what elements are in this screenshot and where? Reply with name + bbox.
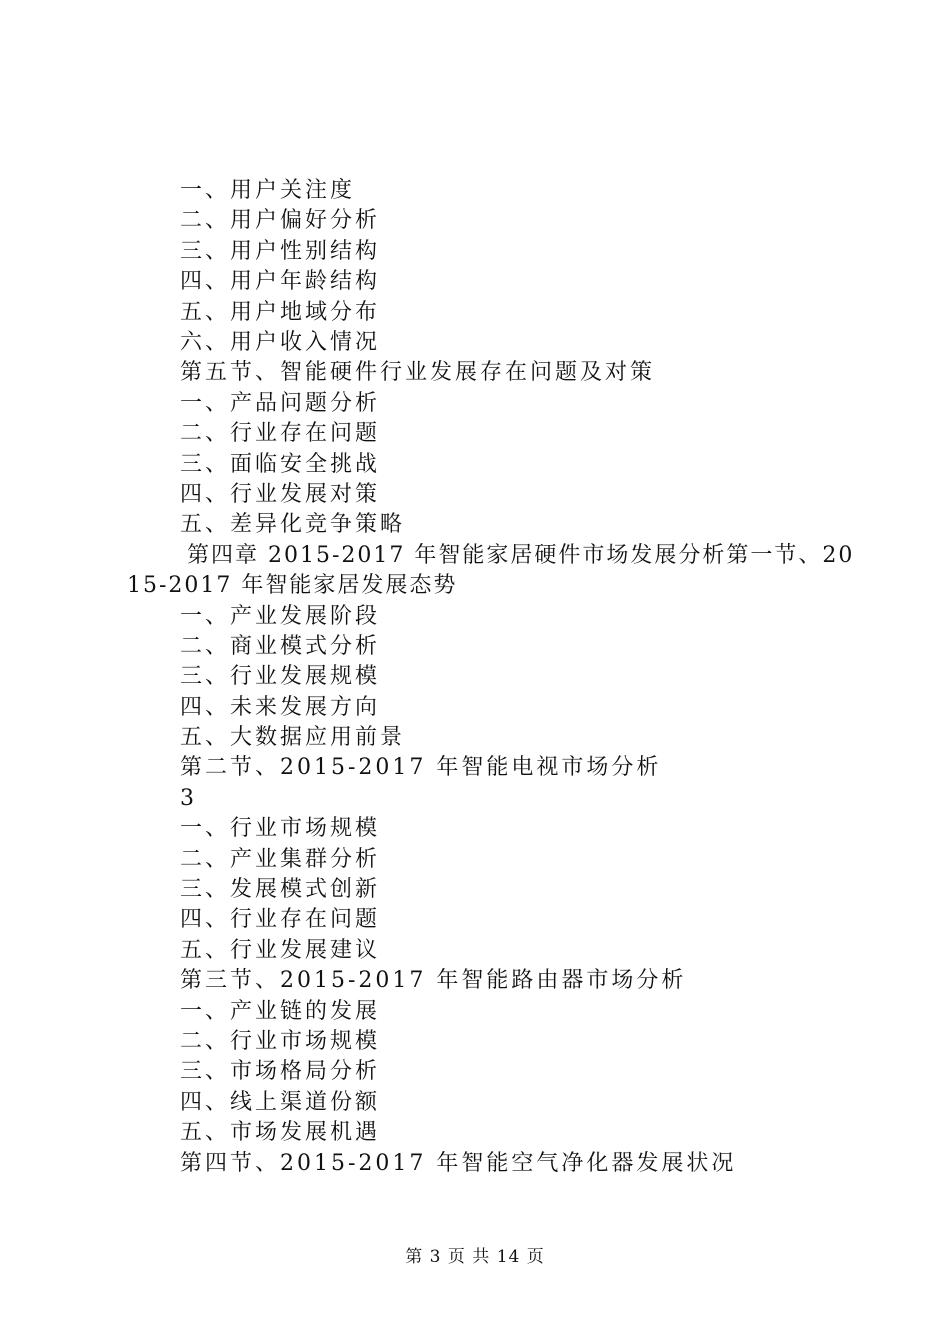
toc-line: 五、行业发展建议 <box>180 937 381 963</box>
toc-line: 四、未来发展方向 <box>180 694 381 720</box>
toc-line: 二、产业集群分析 <box>180 846 381 872</box>
section-heading: 第五节、智能硬件行业发展存在问题及对策 <box>180 360 656 386</box>
toc-line: 二、用户偏好分析 <box>180 208 381 234</box>
chapter-heading: 第四章 2015-2017 年智能家居硬件市场发展分析第一节、2015-2017 年智能家居发展态势 <box>127 542 855 599</box>
stray-page-number: 3 <box>180 785 197 811</box>
toc-line: 五、用户地域分布 <box>180 299 381 325</box>
toc-line: 二、行业市场规模 <box>180 1028 381 1054</box>
toc-line: 一、产业发展阶段 <box>180 603 381 629</box>
toc-line: 五、大数据应用前景 <box>180 725 406 751</box>
toc-line: 一、产业链的发展 <box>180 998 381 1024</box>
toc-line: 四、线上渠道份额 <box>180 1089 381 1115</box>
toc-line: 四、行业发展对策 <box>180 481 381 507</box>
toc-line: 四、用户年龄结构 <box>180 269 381 295</box>
toc-content <box>127 176 870 1179</box>
toc-line: 三、用户性别结构 <box>180 238 381 264</box>
toc-line: 一、产品问题分析 <box>180 390 381 416</box>
toc-line: 四、行业存在问题 <box>180 907 381 933</box>
toc-line: 六、用户收入情况 <box>180 329 381 355</box>
toc-line: 三、面临安全挑战 <box>180 451 381 477</box>
section-heading: 第三节、2015-2017 年智能路由器市场分析 <box>180 968 687 994</box>
section-heading: 第四节、2015-2017 年智能空气净化器发展状况 <box>180 1150 737 1176</box>
section-heading: 第二节、2015-2017 年智能电视市场分析 <box>180 755 662 781</box>
toc-line: 五、市场发展机遇 <box>180 1120 381 1146</box>
toc-line: 一、行业市场规模 <box>180 816 381 842</box>
toc-line: 二、商业模式分析 <box>180 633 381 659</box>
toc-line: 五、差异化竞争策略 <box>180 512 406 538</box>
toc-line: 三、发展模式创新 <box>180 877 381 903</box>
toc-line: 二、行业存在问题 <box>180 421 381 447</box>
toc-line: 三、市场格局分析 <box>180 1059 381 1085</box>
page-footer: 第 3 页 共 14 页 <box>405 1247 545 1267</box>
toc-line: 一、用户关注度 <box>180 178 356 203</box>
toc-line: 三、行业发展规模 <box>180 664 381 690</box>
